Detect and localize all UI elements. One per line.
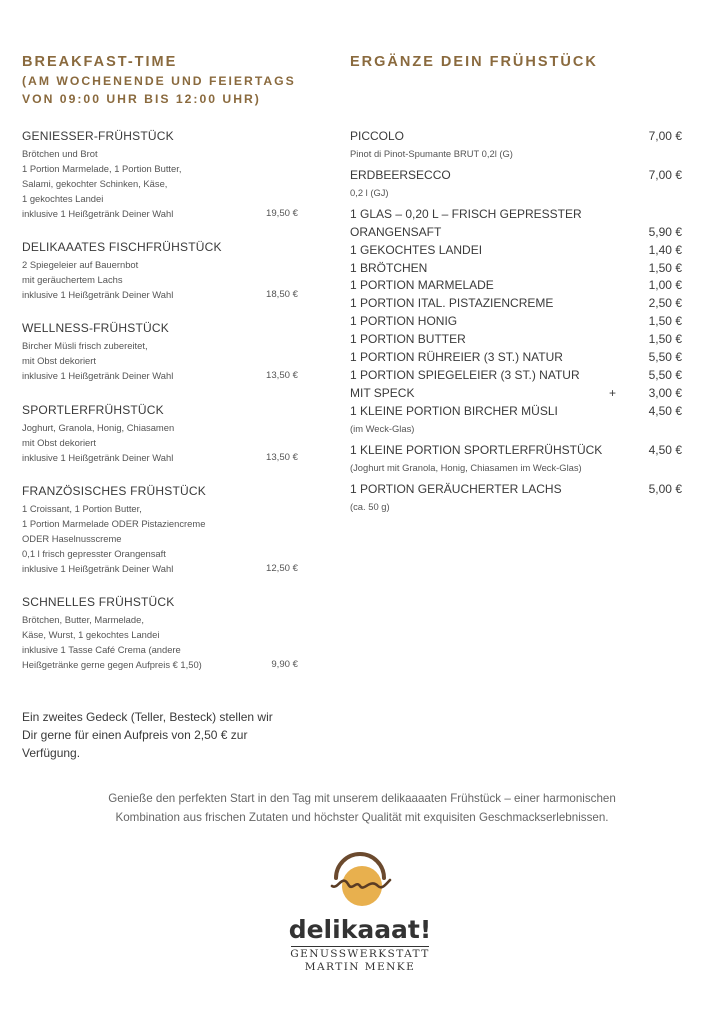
offer-line: 1 Croissant, 1 Portion Butter,: [22, 503, 142, 514]
extra-price: 7,00 €: [648, 129, 682, 143]
offer-title: FRANZÖSISCHES FRÜHSTÜCK: [22, 484, 206, 498]
extra-detail: (im Weck-Glas): [350, 422, 415, 434]
extra-name: ORANGENSAFT: [350, 224, 442, 239]
offer-schnell: [22, 594, 298, 673]
extra-price: 1,00 €: [648, 278, 682, 293]
offer-line: [22, 288, 298, 303]
extra-price: 1,50 €: [648, 332, 682, 347]
right-section-title: ERGÄNZE DEIN FRÜHSTÜCK: [350, 54, 598, 70]
extra-price: 5,50 €: [648, 367, 682, 382]
extra-price: 3,00 €: [648, 385, 682, 400]
extra-price: 2,50 €: [648, 296, 682, 311]
extra-erdbeersecco: [350, 167, 682, 185]
offer-line: mit Obst dekoriert: [22, 354, 96, 366]
extra-item: [350, 331, 682, 349]
logo-mark-icon: [328, 850, 392, 910]
offer-price: 13,50 €: [265, 369, 298, 381]
tagline: [40, 790, 684, 827]
offer-title: SCHNELLES FRÜHSTÜCK: [22, 595, 175, 609]
extra-name: 1 PORTION SPIEGELEIER (3 ST.) NATUR: [350, 367, 580, 382]
extra-name: ERDBEERSECCO: [350, 167, 451, 182]
extra-name: 1 GEKOCHTES LANDEI: [350, 242, 483, 257]
offer-line: Bircher Müsli frisch zubereitet,: [22, 340, 148, 351]
offer-line: mit geräuchertem Lachs: [22, 273, 123, 285]
offer-title: SPORTLERFRÜHSTÜCK: [22, 403, 164, 417]
offer-line: 1 Portion Marmelade, 1 Portion Butter,: [22, 162, 182, 174]
offer-sportler: [22, 402, 298, 466]
extra-name: PICCOLO: [350, 129, 405, 143]
extra-detail: (Joghurt mit Granola, Honig, Chiasamen im Weck-Glas): [350, 461, 582, 473]
extra-name: 1 PORTION BUTTER: [350, 332, 466, 347]
offer-line: Salami, gekochter Schinken, Käse,: [22, 177, 168, 189]
extra-price: 1,50 €: [648, 314, 682, 329]
extras-list: [350, 128, 682, 514]
offer-line: Käse, Wurst, 1 gekochtes Landei: [22, 628, 160, 640]
extra-name: 1 PORTION RÜHREIER (3 ST.) NATUR: [350, 350, 563, 365]
offer-line-text: inklusive 1 Heißgetränk Deiner Wahl: [22, 451, 174, 463]
extra-muesli: [350, 403, 682, 421]
offer-price: 18,50 €: [265, 288, 298, 300]
subtitle-line-1: (AM WOCHENENDE UND FEIERTAGS: [22, 74, 296, 88]
extra-name: 1 PORTION ITAL. PISTAZIENCREME: [350, 296, 554, 311]
extra-price: 4,50 €: [648, 403, 682, 418]
logo-divider: [291, 946, 429, 947]
offer-line: [22, 207, 298, 222]
extra-item: [350, 260, 682, 278]
offer-line: Brötchen, Butter, Marmelade,: [22, 614, 144, 625]
tagline-line: Genieße den perfekten Start in den Tag mit unserem delikaaaaten Frühstück – einer harmonischen: [108, 792, 616, 805]
offer-line: mit Obst dekoriert: [22, 436, 96, 448]
extra-price: 5,90 €: [648, 224, 682, 239]
extra-price: 4,50 €: [648, 442, 682, 457]
offer-line: Joghurt, Granola, Honig, Chiasamen: [22, 422, 175, 433]
note-line: Ein zweites Gedeck (Teller, Besteck) stellen wir: [22, 710, 273, 724]
extra-detail: Pinot di Pinot-Spumante BRUT 0,2l (G): [350, 147, 513, 159]
offer-line: [22, 451, 298, 466]
offer-line: 1 Portion Marmelade ODER Pistaziencreme: [22, 517, 206, 529]
brand-logo: [285, 848, 435, 998]
extra-price: 1,40 €: [648, 242, 682, 257]
extra-price: 7,00 €: [648, 167, 682, 182]
offer-line: 0,1 l frisch gepresster Orangensaft: [22, 547, 166, 559]
offer-fisch: [22, 239, 298, 303]
note-line: Dir gerne für einen Aufpreis von 2,50 € zur: [22, 728, 248, 743]
extra-price: 5,50 €: [648, 350, 682, 365]
second-plate-note: [22, 708, 312, 763]
offer-line: [22, 369, 298, 384]
offer-line: 2 Spiegeleier auf Bauernbot: [22, 259, 139, 270]
extra-orangensaft-line1: 1 GLAS – 0,20 L – FRISCH GEPRESSTER: [350, 206, 582, 221]
extra-name: 1 PORTION MARMELADE: [350, 278, 494, 293]
extra-orangensaft: [350, 224, 682, 242]
extra-item: [350, 295, 682, 313]
extra-item: [350, 242, 682, 260]
extra-sportler: [350, 442, 682, 460]
offer-title: DELIKAAATES FISCHFRÜHSTÜCK: [22, 240, 222, 254]
extra-price: 1,50 €: [648, 260, 682, 275]
extra-name: MIT SPECK: [350, 385, 415, 400]
extra-detail: 0,2 l (GJ): [350, 186, 389, 198]
offer-price: 19,50 €: [265, 207, 298, 219]
plus-sign: +: [608, 385, 616, 400]
extra-name: 1 PORTION HONIG: [350, 314, 458, 329]
offer-geniesser: [22, 128, 298, 222]
offer-price: 13,50 €: [265, 451, 298, 463]
extra-item: [350, 349, 682, 367]
offer-line-text: Heißgetränke gerne gegen Aufpreis € 1,50): [22, 658, 202, 670]
offer-price: 9,90 €: [271, 658, 298, 670]
offer-line-text: inklusive 1 Heißgetränk Deiner Wahl: [22, 207, 174, 219]
extra-item: [350, 367, 682, 385]
extra-name: 1 KLEINE PORTION SPORTLERFRÜHSTÜCK: [350, 442, 603, 457]
subtitle-line-2: VON 09:00 UHR BIS 12:00 UHR): [22, 91, 261, 106]
offer-title: WELLNESS-FRÜHSTÜCK: [22, 321, 169, 335]
extra-piccolo: [350, 128, 682, 146]
offer-line: ODER Haselnusscreme: [22, 532, 122, 544]
extra-detail: (ca. 50 g): [350, 500, 390, 512]
extra-price: 5,00 €: [648, 481, 682, 496]
extra-name: 1 KLEINE PORTION BIRCHER MÜSLI: [350, 403, 558, 418]
logo-subtitle-1: GENUSSWERKSTATT: [290, 948, 430, 960]
offer-line: Brötchen und Brot: [22, 148, 98, 159]
offer-line: [22, 658, 298, 673]
extra-item: [350, 313, 682, 331]
left-section-title: BREAKFAST-TIME: [22, 54, 178, 70]
extra-lachs: [350, 481, 682, 499]
offer-title: GENIESSER-FRÜHSTÜCK: [22, 129, 174, 143]
offer-line: 1 gekochtes Landei: [22, 192, 104, 204]
extra-name: 1 BRÖTCHEN: [350, 260, 428, 275]
tagline-line: Kombination aus frischen Zutaten und höchster Qualität mit exquisiten Geschmackserlebnissen.: [115, 810, 609, 824]
left-section-subtitle: [22, 73, 342, 108]
extra-name: 1 PORTION GERÄUCHERTER LACHS: [350, 481, 562, 496]
offer-line: [22, 562, 298, 577]
note-line: Verfügung.: [22, 746, 81, 761]
offer-franzoesisch: [22, 483, 298, 577]
offer-line-text: inklusive 1 Heißgetränk Deiner Wahl: [22, 288, 174, 300]
offer-wellness: [22, 320, 298, 384]
offer-price: 12,50 €: [265, 562, 298, 574]
offer-line-text: inklusive 1 Heißgetränk Deiner Wahl: [22, 369, 174, 381]
extra-speck: [350, 385, 682, 403]
offer-line: inklusive 1 Tasse Café Crema (andere: [22, 643, 181, 655]
extra-item: [350, 277, 682, 295]
logo-subtitle-2: MARTIN MENKE: [304, 961, 416, 973]
logo-wordmark: delikaaat!: [288, 915, 432, 944]
offer-line-text: inklusive 1 Heißgetränk Deiner Wahl: [22, 562, 174, 574]
